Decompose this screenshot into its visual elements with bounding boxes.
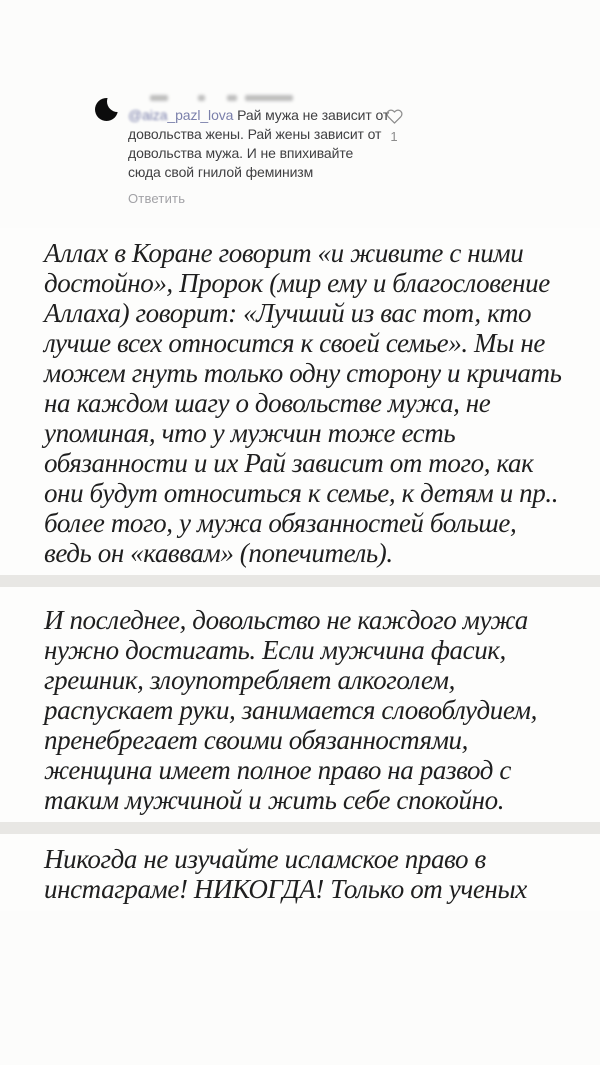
story-line: Никогда не изучайте исламское право в: [44, 844, 486, 874]
blur-mark: [245, 95, 293, 101]
story-line: они будут относиться к семье, к детям и пр..: [44, 478, 559, 508]
comment-text-line: довольства жены. Рай жены зависит от: [128, 126, 382, 142]
story-line: достойно», Пророк (мир ему и благословение: [44, 268, 550, 298]
story-line: И последнее, довольство не каждого мужа: [44, 605, 528, 635]
story-line: пренебрегает своими обязанностями,: [44, 725, 468, 755]
story-line: Аллах в Коране говорит «и живите с ними: [44, 238, 524, 268]
comment-like-block: [381, 108, 407, 144]
story-line: упоминая, что у мужчин тоже есть: [44, 418, 456, 448]
story-paragraph: [0, 228, 600, 575]
story-line: таким мужчиной и жить себе спокойно.: [44, 785, 505, 815]
avatar[interactable]: [95, 98, 118, 121]
comment-text-line: довольства мужа. И не впихивайте: [128, 145, 354, 161]
blur-mark: [150, 95, 168, 101]
story-line: грешник, злоупотребляет алкоголем,: [44, 665, 455, 695]
blur-mark: [198, 95, 205, 101]
story-line: можем гнуть только одну сторону и кричать: [44, 358, 562, 388]
comment-text-line: сюда свой гнилой феминизм: [128, 164, 314, 180]
story-line: обязанности и их Рай зависит от того, как: [44, 448, 534, 478]
heart-outline-icon[interactable]: [386, 108, 403, 125]
story-line: на каждом шагу о довольстве мужа, не: [44, 388, 491, 418]
story-line: более того, у мужа обязанностей больше,: [44, 508, 517, 538]
story-line: ведь он «каввам» (попечитель).: [44, 538, 393, 568]
comment-text: Рай мужа не зависит от: [237, 107, 390, 123]
blur-mark: [227, 95, 237, 101]
story-paragraph: [0, 587, 600, 822]
like-count: 1: [390, 129, 398, 144]
story-line: распускает руки, занимается словоблудием,: [44, 695, 537, 725]
story-line: женщина имеет полное право на развод с: [44, 755, 511, 785]
blurred-timestamp: [128, 92, 425, 104]
story-paragraph: [0, 834, 600, 911]
story-line: нужно достигать. Если мужчина фасик,: [44, 635, 506, 665]
comment-screenshot: [95, 92, 425, 208]
story-line: лучше всех относится к своей семье». Мы не: [44, 328, 545, 358]
comment-username[interactable]: @aiza_pazl_lova: [128, 107, 234, 123]
story-text-area: [0, 228, 600, 911]
story-line: инстаграме! НИКОГДА! Только от ученых: [44, 874, 527, 904]
story-line: Аллаха) говорит: «Лучший из вас тот, кто: [44, 298, 532, 328]
reply-button[interactable]: Ответить: [128, 191, 186, 206]
